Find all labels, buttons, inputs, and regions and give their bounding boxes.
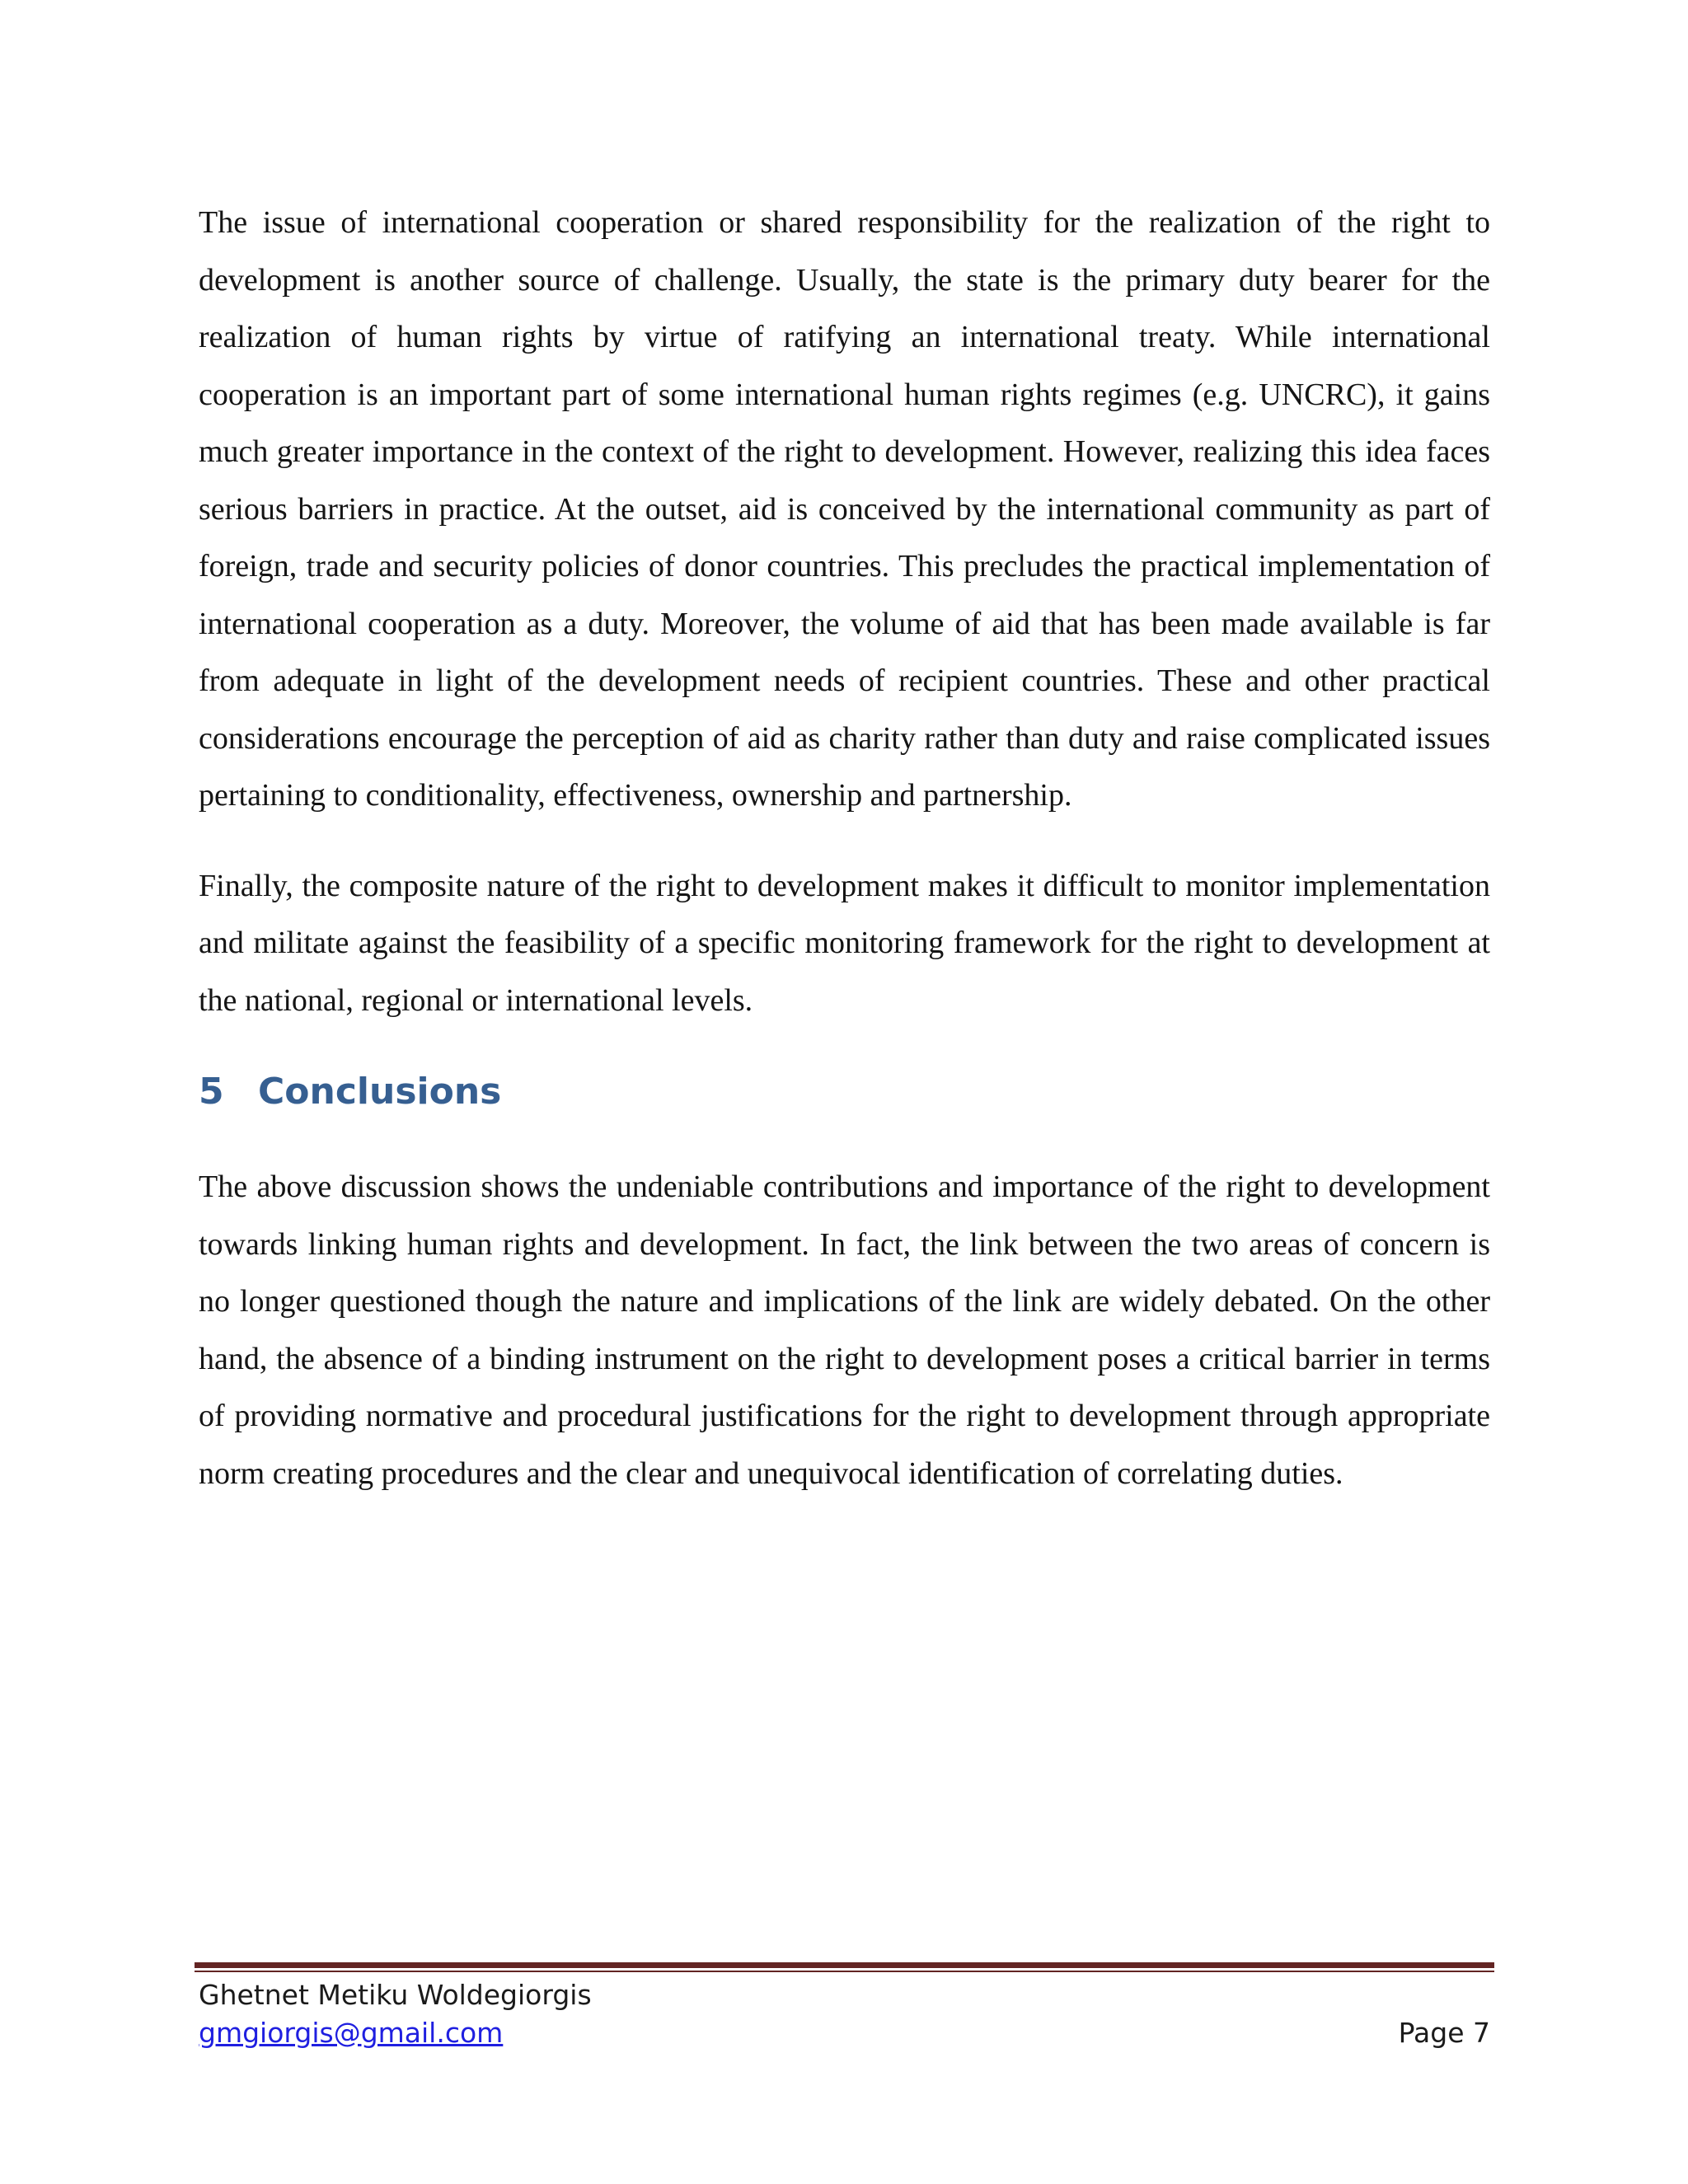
footer-email-link[interactable]: gmgiorgis@gmail.com — [199, 2017, 504, 2049]
page-footer — [199, 1976, 1490, 2052]
footer-author: Ghetnet Metiku Woldegiorgis — [199, 1979, 592, 2011]
section-number: 5 — [199, 1071, 224, 1113]
body-paragraph-1: The issue of international cooperation or shared responsibility for the realization of the right to development is another source of challenge. Usually, the state is the primary duty bearer for the realization of human rights by virtue of ratifying an international treaty. While international cooperation is an important part of some international human rights regimes (e.g. UNCRC), it gains much greater importance in the context of the right to development. However, realizing this idea faces serious barriers in practice. At the outset, aid is conceived by the international community as part of foreign, trade and security policies of donor countries. This precludes the practical implementation of international cooperation as a duty. Moreover, the volume of aid that has been made available is far from adequate in light of the development needs of recipient countries. These and other practical considerations encourage the perception of aid as charity rather than duty and raise complicated issues pertaining to conditionality, effectiveness, ownership and partnership. — [199, 205, 1490, 813]
footer-divider-thin — [195, 1971, 1494, 1972]
conclusions-paragraph: The above discussion shows the undeniable contributions and importance of the right to development towards linking human rights and development. In fact, the link between the two areas of concern is no longer questioned though the nature and implications of the link are widely debated. On the other hand, the absence of a binding instrument on the right to development poses a critical barrier in terms of providing normative and procedural justifications for the right to development through appropriate norm creating procedures and the clear and unequivocal identification of correlating duties. — [199, 1169, 1490, 1491]
footer-divider-thick — [195, 1962, 1494, 1968]
footer-row — [199, 2014, 1490, 2052]
section-heading — [199, 1069, 1490, 1115]
footer-divider — [195, 1962, 1494, 1973]
body-paragraph-2: Finally, the composite nature of the right to development makes it difficult to monitor implementation and militate against the feasibility of a specific monitoring framework for the right to development at the national, regional or international levels. — [199, 868, 1490, 1018]
section-title: Conclusions — [258, 1071, 502, 1113]
page-number: Page 7 — [1398, 2017, 1490, 2049]
page-content — [199, 194, 1490, 1502]
